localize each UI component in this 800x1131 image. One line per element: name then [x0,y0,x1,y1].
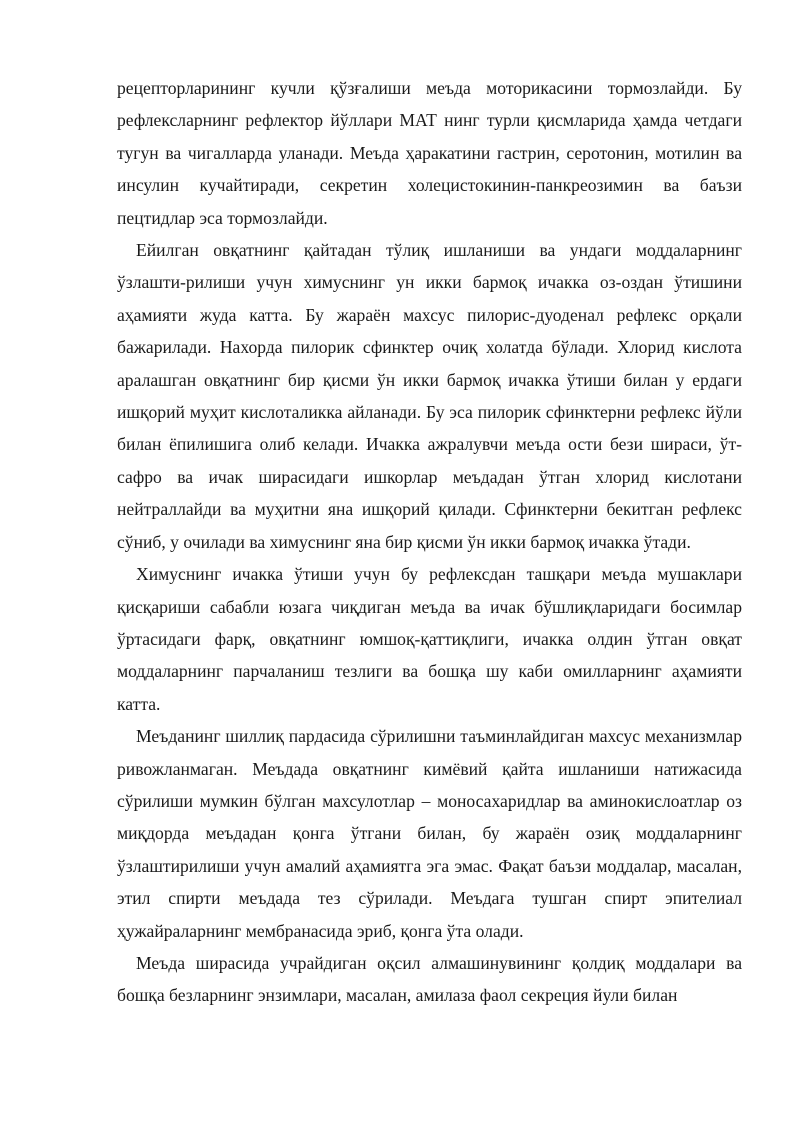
paragraph-1: рецепторларининг кучли қўзғалиши меъда моторикасини тормозлайди. Бу рефлексларнинг рефлектор йўллари МАТ нинг турли қисмларида ҳамда четдаги тугун ва чигалларда уланади. Меъда ҳаракатини гастрин, серотонин, мотилин ва инсулин кучайтиради, секретин холецистокинин-панкреозимин ва баъзи пецтидлар эса тормозлайди. [117,78,742,228]
paragraph-3: Химуснинг ичакка ўтиши учун бу рефлексдан ташқари меъда мушаклари қисқариши сабабли юзага чиқдиган меъда ва ичак бўшлиқларидаги босимлар ўртасидаги фарқ, овқатнинг юмшоқ-қаттиқлиги, ичакка олдин ўтган овқат моддаларнинг парчаланиш тезлиги ва бошқа шу каби омилларнинг аҳамияти катта. [117,564,742,714]
paragraph-5: Меъда ширасида учрайдиган оқсил алмашинувининг қолдиқ моддалари ва бошқа безларнинг энзимлари, масалан, амилаза фаол секреция йули билан [117,952,742,1006]
paragraph-2: Ейилган овқатнинг қайтадан тўлиқ ишланиши ва ундаги моддаларнинг ўзлашти-рилиши учун химуснинг ун икки бармоқ ичакка оз-оздан ўтишини аҳамияти жуда катта. Бу жараён махсус пилорис-дуоденал рефлекс орқали бажарилади. Нахорда пилорик сфинктер очиқ холатда бўлади. Хлорид кислота аралашган овқатнинг бир қисми ўн икки бармоқ ичакка ўтиши билан у ердаги ишқорий муҳит кислоталикка айланади. Бу эса пилорик сфинктерни рефлекс йўли билан ёпилишига олиб келади. Ичакка ажралувчи меъда ости бези шираси, ўт-сафро ва ичак ширасидаги ишкорлар меъдадан ўтган хлорид кислотани нейтраллайди ва муҳитни яна ишқорий қилади. Сфинктерни бекитган рефлекс сўниб, у очилади ва химуснинг яна бир қисми ўн икки бармоқ ичакка ўтади. [117,240,742,552]
paragraph-4: Меъданинг шиллиқ пардасида сўрилишни таъминлайдиган махсус механизмлар ривожланмаган. Меъдада овқатнинг кимёвий қайта ишланиши натижасида сўрилиши мумкин бўлган махсулотлар – моносахаридлар ва аминокислоатлар оз миқдорда меъдадан қонга ўтгани билан, бу жараён озиқ моддаларнинг ўзлаштирилиши учун амалий аҳамиятга эга эмас. Фақат баъзи моддалар, масалан, этил спирти меъдада тез сўрилади. Меъдага тушган спирт эпителиал ҳужайраларнинг мембранасида эриб, қонга ўта олади. [117,726,742,941]
body-text [117,72,742,1012]
